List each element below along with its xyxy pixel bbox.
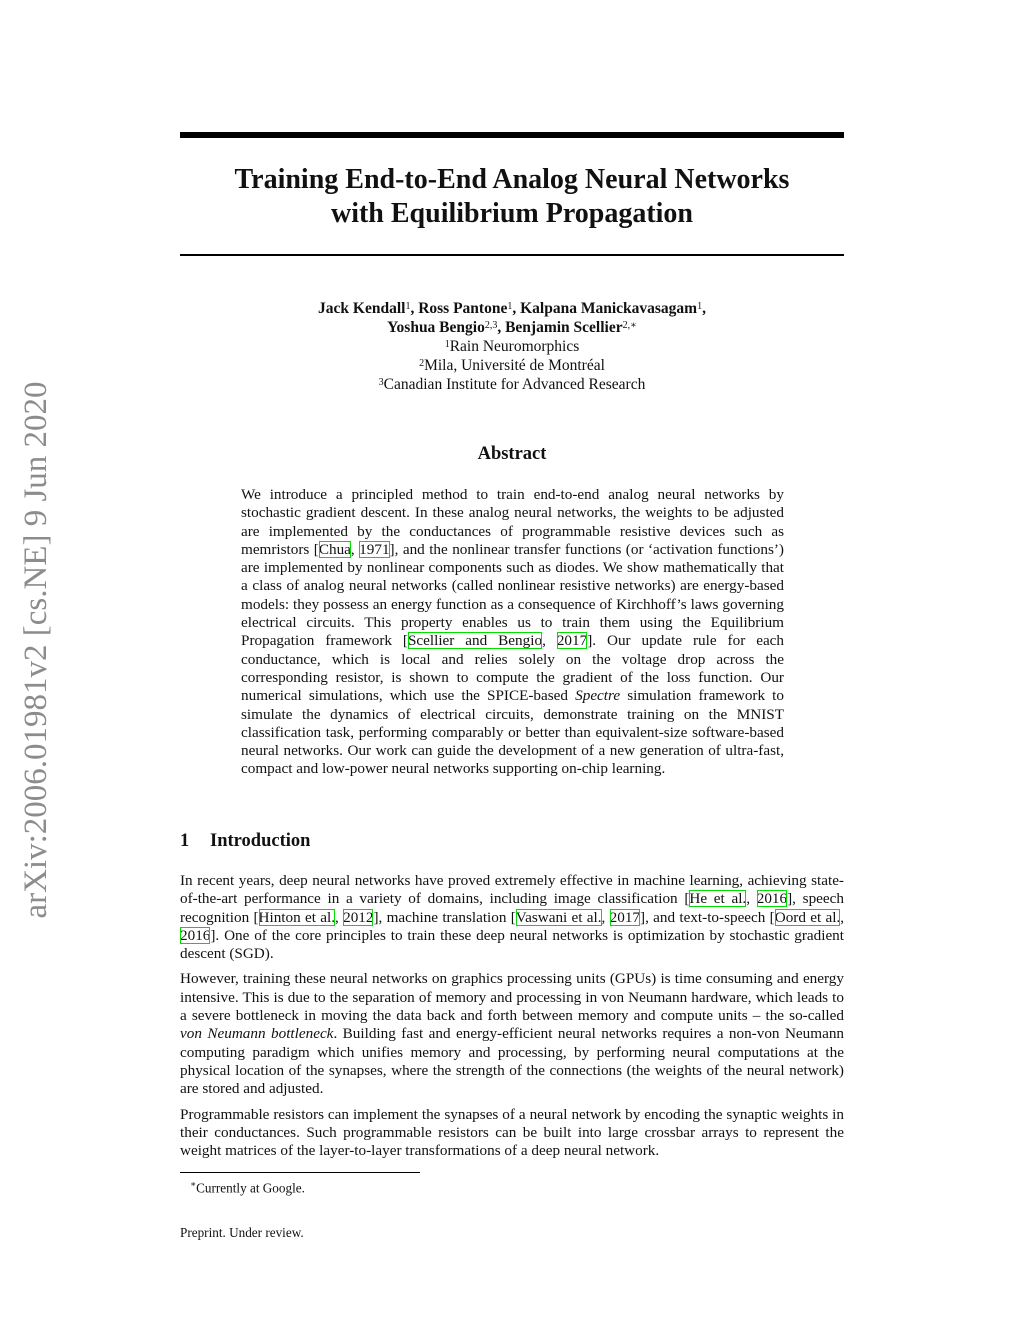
author-names-line-2 <box>180 318 844 337</box>
paragraph-run: . Building fast and energy-efficient neural networks requires a non-von Neumann computing paradigm which unifies memory and processing, by performing neural computations at the physical location of the synapses, where the strength of the connections (the weights of the neural network) are stored and adjusted. <box>180 1025 845 1098</box>
citation-link[interactable]: Oord et al. <box>774 908 841 926</box>
affiliation-sup: 1 <box>444 339 450 350</box>
citation-separator: , <box>335 908 344 926</box>
affiliation <box>180 375 844 394</box>
affiliation-sup: 3 <box>378 377 384 388</box>
citation-separator: , <box>350 540 360 558</box>
title-line-1: Training End-to-End Analog Neural Networks <box>234 164 790 195</box>
paragraph-run: ]. One of the core principles to train these deep neural networks is optimization by stochastic gradient descent (SGD). <box>180 926 844 963</box>
citation-link[interactable]: 2017 <box>609 908 641 926</box>
author-name: , Benjamin Scellier <box>497 319 623 336</box>
citation-separator: , <box>746 890 757 908</box>
affiliation-name: Canadian Institute for Advanced Research <box>383 376 646 393</box>
footnote-rule <box>180 1172 420 1173</box>
citation-separator: , <box>542 632 557 650</box>
abstract-run: ]. Our update rule for each conductance, which is local and relies solely on the voltage drop across the corresponding resistor, is shown to compute the gradient of the loss function. Our numerical simulations, which use the SPICE-based <box>241 632 785 705</box>
intro-paragraph-2 <box>180 970 844 1098</box>
paragraph-run: However, training these neural networks on graphics processing units (GPUs) is time consuming and energy intensive. This is due to the separation of memory and processing in von Neumann hardware, which leads to a severe bottleneck in moving the data back and forth between memory and compute units – the so-called <box>180 970 844 1025</box>
citation-link[interactable]: Scellier and Bengio <box>407 632 543 650</box>
arxiv-side-stamp <box>11 368 61 932</box>
author-separator: , <box>702 300 706 317</box>
intro-paragraph-1 <box>180 872 844 963</box>
paragraph-run: ], and text-to-speech [ <box>640 908 775 926</box>
abstract-run: ], and the nonlinear transfer functions (or ‘activation functions’) are implemented by nonlinear components such as diodes. We show mathematically that a class of analog neural networks (called nonlinear resistive networks) are energy-based models: they possess an energy function as a consequence of Kirchhoff’s laws governing electrical circuits. This property enables us to train them using the Equilibrium Propagation framework [ <box>241 540 784 650</box>
title-top-rule <box>180 132 844 138</box>
citation-link[interactable]: 2016 <box>756 890 788 908</box>
paper-title <box>180 163 844 231</box>
citation-link[interactable]: He et al. <box>689 890 747 908</box>
citation-link[interactable]: Chua <box>318 540 351 558</box>
author-names-line-1 <box>180 299 844 318</box>
paragraph-run: ], machine translation [ <box>373 908 516 926</box>
author-block <box>180 299 844 394</box>
citation-link[interactable]: Vaswani et al. <box>515 908 602 926</box>
emphasis-von-neumann-bottleneck: von Neumann bottleneck <box>180 1025 334 1043</box>
affiliation <box>180 356 844 375</box>
author-name: , Kalpana Manickavasagam <box>512 300 698 317</box>
author-affil-sup: 1 <box>697 301 703 312</box>
footnote-text: Currently at Google. <box>196 1180 305 1196</box>
paragraph-run: In recent years, deep neural networks have proved extremely effective in machine learning, achieving state-of-the-art performance in a variety of domains, including image classification [ <box>180 872 844 908</box>
affiliation-name: Rain Neuromorphics <box>449 338 580 355</box>
affiliation-sup: 2 <box>419 358 425 369</box>
title-line-2: with Equilibrium Propagation <box>330 198 693 229</box>
abstract-run: simulation framework to simulate the dynamics of electrical circuits, demonstrate training on the MNIST classification task, performing comparably or better than equivalent-size software-based neural networks. Our work can guide the development of a new generation of ultra-fast, compact and low-power neural networks supporting on-chip learning. <box>241 687 784 778</box>
introduction-body <box>180 872 844 1167</box>
intro-paragraph-3: Programmable resistors can implement the synapses of a neural network by encoding the synaptic weights in their conductances. Such programmable resistors can be built into large crossbar arrays to represent the weight matrices of the layer-to-layer transformations of a deep neural network. <box>180 1105 844 1160</box>
author-affil-sup: 2,∗ <box>622 320 637 331</box>
title-bottom-rule <box>180 254 844 256</box>
citation-link[interactable]: 2016 <box>180 926 211 944</box>
paragraph-run: ], speech recognition [ <box>180 890 844 926</box>
author-name: Yoshua Bengio <box>387 319 485 336</box>
citation-link[interactable]: 2017 <box>556 632 588 650</box>
footnote <box>190 1176 305 1196</box>
citation-separator: , <box>840 908 845 926</box>
section-heading-introduction <box>180 829 310 853</box>
footnote-marker: ∗ <box>190 1179 197 1189</box>
citation-link[interactable]: 2012 <box>343 908 374 926</box>
citation-link[interactable]: 1971 <box>359 540 390 558</box>
section-number: 1 <box>180 831 190 851</box>
section-title: Introduction <box>210 831 311 851</box>
author-name: , Ross Pantone <box>410 300 508 317</box>
arxiv-identifier: arXiv:2006.01981v2 [cs.NE] 9 Jun 2020 <box>18 381 54 919</box>
citation-link[interactable]: Hinton et al. <box>258 908 335 926</box>
abstract-text <box>241 486 784 779</box>
affiliation <box>180 337 844 356</box>
citation-separator: , <box>601 908 610 926</box>
abstract-heading: Abstract <box>477 444 547 464</box>
author-affil-sup: 1 <box>405 301 411 312</box>
affiliation-name: Mila, Université de Montréal <box>424 357 605 374</box>
author-name: Jack Kendall <box>318 300 406 317</box>
preprint-notice: Preprint. Under review. <box>180 1225 304 1240</box>
author-affil-sup: 1 <box>507 301 513 312</box>
abstract-run: We introduce a principled method to train end-to-end analog neural networks by stochastic gradient descent. In these analog neural networks, the weights to be adjusted are implemented by the conductances of programmable resistive devices such as memristors [ <box>241 486 784 558</box>
emphasis-spectre: Spectre <box>575 687 621 705</box>
author-affil-sup: 2,3 <box>484 320 498 331</box>
